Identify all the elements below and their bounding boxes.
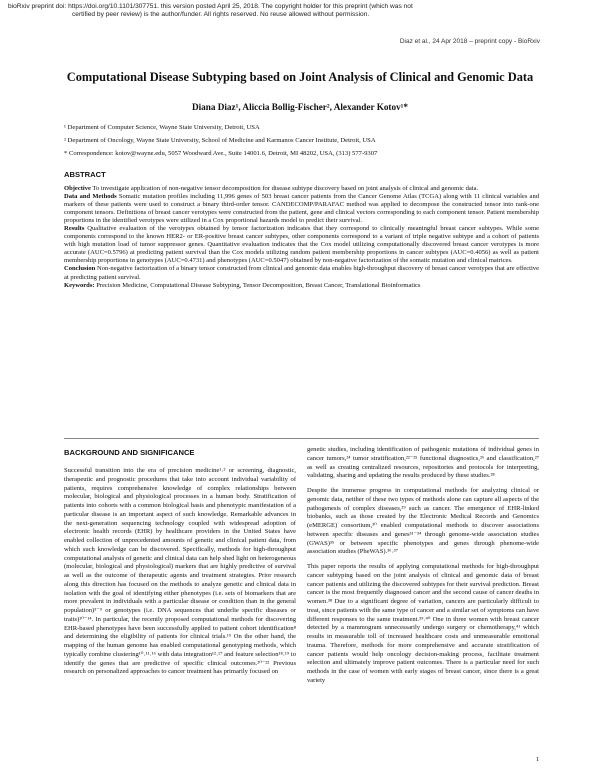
abstract-conclusion [64, 265, 539, 281]
author-list: Diana Diaz¹, Aliccia Bollig-Fischer², Alexander Kotov¹* [191, 102, 409, 112]
preprint-line-2: certified by peer review) is the author/funder. All rights reserved. No reuse allowed without permission. [72, 11, 370, 18]
methods-text: Somatic mutation profiles including 11,996 genes of 503 breast cancer patients from the Cancer Genome Atlas (TCGA) along with 11 clinical variables and markers of these patients were used to construct a binary third-order tensor. CANDECOMP/PARAFAC method was applied to decompose the constructed tensor into rank-one component tensors. Definitions of breast cancer verotypes were constructed from the patient, gene and clinical vectors corresponding to each component tensor. Patient membership proportions in the identified verotypes were utilized in a Cox proportional hazards model to predict their survival. [64, 193, 539, 225]
affiliation-1: ¹ Department of Computer Science, Wayne State University, Detroit, USA [64, 124, 260, 131]
keywords-text: Precision Medicine, Computational Disease Subtyping, Tensor Decomposition, Breast Cancer, Translational Bioinformatics [94, 281, 421, 289]
abstract-keywords [64, 282, 539, 290]
left-column [64, 448, 296, 683]
abstract-methods [64, 193, 539, 225]
section-heading: BACKGROUND AND SIGNIFICANCE [64, 448, 195, 457]
abstract-heading: ABSTRACT [64, 170, 106, 179]
results-label: Results [64, 225, 85, 233]
affiliation-2: ² Department of Oncology, Wayne State University, School of Medicine and Karmanos Cancer Institute, Detroit, USA [64, 137, 376, 144]
section-divider [64, 438, 539, 439]
abstract-results [64, 225, 539, 265]
keywords-label: Keywords: [64, 281, 95, 289]
conclusion-label: Conclusion [64, 265, 96, 273]
preprint-notice [8, 3, 478, 19]
abstract [64, 170, 539, 290]
left-paragraph: Successful transition into the era of precision medicine¹˒² or screening, diagnostic, therapeutic and prognostic procedures that take into account individual variability of patients, requires comprehensive knowledge of complex relationships between molecular, biological and physiological processes in a human body. Stratification of patients into cohorts with a common biological basis and phenotypic manifestation of a particular disease is an important aspect of such knowledge. Remarkable advances in the next-generation sequencing technology coupled with widespread adoption of electronic health records (EHR) by healthcare providers in the United States have enabled collection of unprecedented amounts of genetic and clinical patient data, from which such knowledge can be discovered. Specifically, methods for high-throughput computational analysis of genetic and clinical data can help shed light on heterogeneous (molecular, biological and physiological) markers that are highly predictive of survival as well as the outcome of therapeutic agents and treatment strategies. Prior research along this direction has focused on the methods to analyze genetic and clinical data in isolation with the goal of identifying either phenotypes (i.e. sets of biomarkers that are more prevalent in individuals with a particular disease or condition than in the general population)³⁻⁹ or genotypes (i.e. DNA sequences that underlie specific diseases or traits)¹⁰⁻¹⁴. In particular, the recently proposed computational methods for discovering EHR-based phenotypes have been successfully applied to patient cohort identification⁸ and determining the eligibility of patients for clinical trials.¹⁵ On the other hand, the mapping of the human genome has enabled computational genotyping methods, which typically combine clustering¹⁰˒¹¹˒¹⁶ with data integration¹²˒¹⁷ and feature selection¹⁸˒¹⁹ to identify the genes that are predictive of specific clinical outcomes.²⁰⁻²² Previous research on personalized approaches to cancer treatment has primarily focused on [64, 467, 296, 676]
objective-text: To investigate application of non-negative tensor decomposition for disease subtype discovery based on joint analysis of clinical and genomic data. [90, 185, 479, 192]
objective-label: Objective [64, 185, 91, 192]
preprint-line-1: bioRxiv preprint doi: https://doi.org/10.1101/307751. this version posted April 25, 2018. The copyright holder for this preprint (which was not [8, 3, 413, 10]
right-column [307, 446, 539, 692]
right-paragraph-1: genetic studies, including identification of pathogenic mutations of individual genes in cancer tumors,²⁴ tumor stratification,²²⁻²⁵ functional diagnostics,²⁶ and classification,²⁷ as well as creating centralized resources, repositories and protocols for interpreting, validating, sharing and updating the results produced by these studies.²⁸ [307, 446, 539, 480]
right-paragraph-3: This paper reports the results of applying computational methods for high-throughput cancer subtyping based on the joint analysis of clinical and genomic data of breast cancer patients and utilizing the discovered subtypes for their survival prediction. Breast cancer is the most frequently diagnosed cancer and the second cause of cancer deaths in women.³⁸ Due to a significant degree of variation, cancers are particularly difficult to treat, since patients with the same type of cancer and a similar set of symptoms can have different responses to the same treatment.³⁹˒⁴⁰ One in three women with breast cancer detected by a mammogram unnecessarily undergo surgery or chemotherapy,⁴¹ which results in measurable toll of increased healthcare costs and unmeasurable emotional trauma. Therefore, methods for more comprehensive and accurate stratification of cancer patients would help oncology decision-making process, facilitate treatment selection and ultimately improve patient outcomes. There is a particular need for such methods in the case of women with early stages of breast cancer, since there is a great variety [307, 563, 539, 684]
methods-label: Data and Methods [64, 193, 117, 201]
right-paragraph-2: Despite the immense progress in computational methods for analyzing clinical or genomic data, neither of these two types of methods alone can capture all aspects of the pathogenesis of complex diseases,²⁹ such as cancer. The emergence of EHR-linked biobanks, such as those created by the Electronic Medical Records and Genomics (eMERGE) consortium,³⁰ enabled computational methods to discover associations between specific diseases and genes³¹⁻³⁴ through genome-wide association studies (GWAS)³⁵ or between specific phenotypes and genes through phenome-wide association studies (PheWAS).³⁶˒³⁷ [307, 487, 539, 556]
page-number: 1 [536, 756, 540, 763]
correspondence: * Correspondence: kotov@wayne.edu, 5057 Woodward Ave., Suite 14001.6, Detroit, MI 48202, USA, (313) 577-9307 [64, 150, 378, 157]
running-head: Diaz et al., 24 Apr 2018 – preprint copy - BioRxiv [399, 38, 540, 45]
conclusion-text: Non-negative factorization of a binary tensor constructed from clinical and genomic data enables high-throughput discovery of breast cancer verotypes that are effective at predicting patient survival. [64, 265, 539, 281]
abstract-objective [64, 185, 539, 193]
paper-title: Computational Disease Subtyping based on Joint Analysis of Clinical and Genomic Data [66, 70, 534, 84]
results-text: Qualitative evaluation of the verotypes obtained by tensor factorization indicates that they correspond to clinically meaningful breast cancer subtypes. While some components correspond to the known HER2- or ER-positive breast cancer subtypes, other components correspond to a variant of triple negative subtype and a cohort of patients with high mutation load of tumor suppressor genes. Quantitative evaluation indicates that the Cox model utilizing computationally discovered breast cancer verotypes is more accurate (AUC=0.5796) at predicting patient survival than the Cox models utilizing random patient membership proportions in cancer subtypes (AUC=0.4056) as well as patient membership proportions in genotypes (AUC=0.4731) and phenotypes (AUC=0.5047) obtained by non-negative factorization of the somatic mutation and clinical matrices. [64, 225, 539, 265]
